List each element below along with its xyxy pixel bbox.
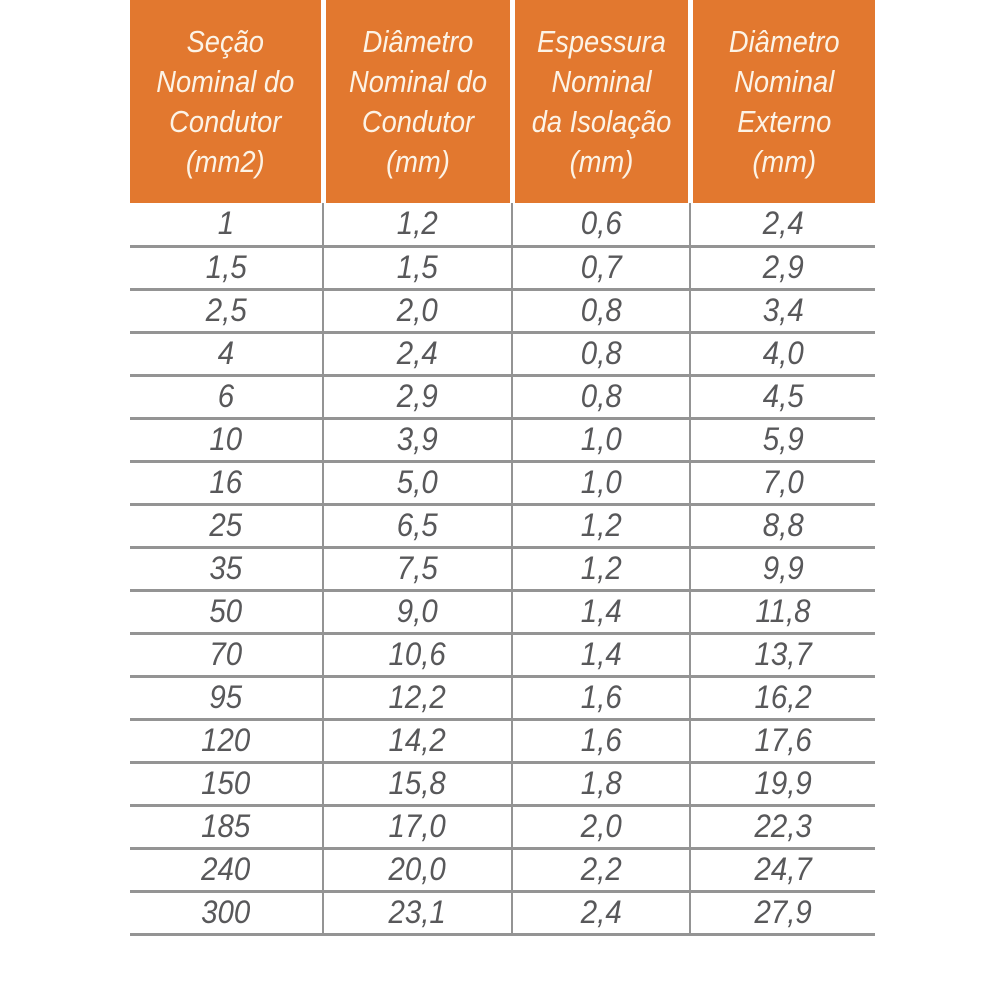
table-cell xyxy=(130,590,323,633)
header-line: Nominal do xyxy=(348,63,487,99)
header-text-block xyxy=(703,22,864,182)
cell-value: 1,5 xyxy=(205,249,247,285)
table-cell xyxy=(130,289,323,332)
table-header xyxy=(130,0,875,203)
table-row xyxy=(130,418,875,461)
table-body xyxy=(130,203,875,934)
table-cell xyxy=(690,633,875,676)
cell-value: 7,0 xyxy=(762,464,804,500)
cell-value: 5,9 xyxy=(762,421,804,457)
cell-value: 1 xyxy=(217,205,235,242)
table-cell xyxy=(690,418,875,461)
table-row xyxy=(130,547,875,590)
table-cell xyxy=(130,246,323,289)
table-cell xyxy=(323,547,512,590)
header-line: da Isolação xyxy=(531,103,671,139)
table-row xyxy=(130,375,875,418)
table-row xyxy=(130,676,875,719)
cell-value: 2,5 xyxy=(205,292,247,328)
table-cell xyxy=(690,203,875,246)
cell-value: 0,6 xyxy=(580,205,622,242)
table-row xyxy=(130,332,875,375)
table-cell xyxy=(130,633,323,676)
header-line: Seção xyxy=(186,23,264,59)
conductor-spec-table xyxy=(130,0,875,936)
cell-value: 10 xyxy=(209,421,243,457)
table-cell xyxy=(690,590,875,633)
table-cell xyxy=(323,633,512,676)
table-cell xyxy=(130,418,323,461)
table-cell xyxy=(690,891,875,934)
table-cell xyxy=(690,848,875,891)
cell-value: 0,8 xyxy=(580,335,622,371)
cell-value: 17,6 xyxy=(754,722,812,758)
cell-value: 5,0 xyxy=(397,464,438,500)
table-cell xyxy=(690,289,875,332)
table-cell xyxy=(130,805,323,848)
table-cell xyxy=(690,762,875,805)
cell-value: 9,0 xyxy=(397,593,438,629)
header-line: Diâmetro xyxy=(728,23,840,59)
cell-value: 14,2 xyxy=(388,722,447,758)
table-cell xyxy=(323,848,512,891)
table-row xyxy=(130,203,875,246)
table-cell xyxy=(323,805,512,848)
header-line: Condutor xyxy=(361,103,474,139)
table-cell xyxy=(323,375,512,418)
table-cell xyxy=(323,676,512,719)
cell-value: 2,2 xyxy=(580,851,622,887)
cell-value: 240 xyxy=(201,851,251,887)
table-cell xyxy=(512,891,690,934)
table-cell xyxy=(512,461,690,504)
table-cell xyxy=(323,461,512,504)
cell-value: 120 xyxy=(201,722,251,758)
cell-value: 1,4 xyxy=(580,636,622,672)
cell-value: 1,5 xyxy=(397,249,438,285)
table-cell xyxy=(323,590,512,633)
header-line: (mm) xyxy=(569,143,633,179)
cell-value: 15,8 xyxy=(388,765,447,801)
table-row xyxy=(130,719,875,762)
table-cell xyxy=(323,418,512,461)
header-text-block xyxy=(525,22,677,182)
header-cell-diametro-nominal-condutor xyxy=(323,0,512,203)
table-cell xyxy=(323,203,512,246)
cell-value: 25 xyxy=(209,507,243,543)
header-line: Nominal xyxy=(550,63,652,99)
table-cell xyxy=(512,805,690,848)
table-cell xyxy=(323,246,512,289)
cell-value: 95 xyxy=(209,679,243,715)
table-cell xyxy=(130,504,323,547)
header-line: Espessura xyxy=(536,23,666,59)
cell-value: 20,0 xyxy=(388,851,447,887)
table-cell xyxy=(512,504,690,547)
cell-value: 2,0 xyxy=(397,292,438,328)
table-cell xyxy=(690,547,875,590)
cell-value: 7,5 xyxy=(397,550,438,586)
header-cell-diametro-nominal-externo xyxy=(690,0,875,203)
cell-value: 1,6 xyxy=(580,722,622,758)
cell-value: 150 xyxy=(201,765,251,801)
table-cell xyxy=(130,676,323,719)
cell-value: 2,4 xyxy=(762,205,804,242)
cell-value: 24,7 xyxy=(754,851,812,887)
table-cell xyxy=(690,719,875,762)
cell-value: 12,2 xyxy=(388,679,447,715)
table-cell xyxy=(323,891,512,934)
cell-value: 2,9 xyxy=(762,249,804,285)
header-text-block xyxy=(337,22,499,182)
table-cell xyxy=(323,332,512,375)
table-cell xyxy=(130,762,323,805)
table-row xyxy=(130,590,875,633)
table-cell xyxy=(130,891,323,934)
table-cell xyxy=(512,633,690,676)
cell-value: 1,0 xyxy=(580,421,622,457)
table-cell xyxy=(512,547,690,590)
table-row xyxy=(130,246,875,289)
table-row xyxy=(130,289,875,332)
table-row xyxy=(130,504,875,547)
table-cell xyxy=(130,332,323,375)
header-line: (mm) xyxy=(751,143,816,179)
cell-value: 27,9 xyxy=(754,894,812,930)
table-cell xyxy=(690,504,875,547)
cell-value: 22,3 xyxy=(754,808,812,844)
table-cell xyxy=(323,762,512,805)
cell-value: 4,0 xyxy=(762,335,804,371)
cell-value: 185 xyxy=(201,808,251,844)
table-cell xyxy=(130,461,323,504)
cell-value: 1,6 xyxy=(580,679,622,715)
cell-value: 0,7 xyxy=(580,249,622,285)
table-cell xyxy=(130,547,323,590)
header-text-block xyxy=(141,22,309,182)
cell-value: 3,9 xyxy=(397,421,438,457)
table-cell xyxy=(690,461,875,504)
table-cell xyxy=(323,504,512,547)
cell-value: 1,2 xyxy=(397,205,438,242)
header-line: (mm) xyxy=(385,143,450,179)
table-cell xyxy=(130,203,323,246)
table-cell xyxy=(130,375,323,418)
cell-value: 2,0 xyxy=(580,808,622,844)
table-cell xyxy=(512,375,690,418)
cell-value: 300 xyxy=(201,894,251,930)
cell-value: 2,4 xyxy=(397,335,438,371)
header-row xyxy=(130,0,875,203)
table-cell xyxy=(512,676,690,719)
header-line: Nominal xyxy=(733,63,834,99)
cell-value: 19,9 xyxy=(754,765,812,801)
table-row xyxy=(130,805,875,848)
header-line: Diâmetro xyxy=(362,23,473,59)
cell-value: 1,4 xyxy=(580,593,622,629)
cell-value: 23,1 xyxy=(388,894,447,930)
table-cell xyxy=(512,332,690,375)
table-cell xyxy=(690,246,875,289)
table-cell xyxy=(512,719,690,762)
table-cell xyxy=(512,848,690,891)
table-cell xyxy=(512,203,690,246)
table-row xyxy=(130,633,875,676)
cell-value: 70 xyxy=(209,636,243,672)
table-cell xyxy=(690,332,875,375)
cell-value: 6 xyxy=(217,378,235,414)
cell-value: 1,0 xyxy=(580,464,622,500)
cell-value: 1,2 xyxy=(580,507,622,543)
cell-value: 50 xyxy=(209,593,243,629)
table-cell xyxy=(690,676,875,719)
table-cell xyxy=(512,762,690,805)
cell-value: 10,6 xyxy=(388,636,447,672)
table-cell xyxy=(323,719,512,762)
table-cell xyxy=(512,418,690,461)
cell-value: 0,8 xyxy=(580,378,622,414)
table-cell xyxy=(512,590,690,633)
cell-value: 17,0 xyxy=(388,808,447,844)
table-cell xyxy=(690,375,875,418)
table-cell xyxy=(690,805,875,848)
cell-value: 4 xyxy=(217,335,235,371)
header-cell-espessura-nominal-isolacao xyxy=(512,0,690,203)
table-row xyxy=(130,461,875,504)
table-cell xyxy=(512,289,690,332)
table-cell xyxy=(130,848,323,891)
conductor-spec-table-wrap xyxy=(130,0,875,936)
table-row xyxy=(130,848,875,891)
header-line: (mm2) xyxy=(185,143,265,179)
header-line: Externo xyxy=(736,103,831,139)
cell-value: 0,8 xyxy=(580,292,622,328)
header-line: Condutor xyxy=(169,103,282,139)
table-cell xyxy=(512,246,690,289)
cell-value: 35 xyxy=(209,550,243,586)
header-cell-secao-nominal-condutor xyxy=(130,0,323,203)
cell-value: 16 xyxy=(209,464,243,500)
cell-value: 16,2 xyxy=(754,679,812,715)
cell-value: 2,9 xyxy=(397,378,438,414)
cell-value: 9,9 xyxy=(762,550,804,586)
cell-value: 4,5 xyxy=(762,378,804,414)
cell-value: 1,2 xyxy=(580,550,622,586)
table-row xyxy=(130,762,875,805)
table-cell xyxy=(323,289,512,332)
cell-value: 2,4 xyxy=(580,894,622,930)
cell-value: 3,4 xyxy=(762,292,804,328)
cell-value: 1,8 xyxy=(580,765,622,801)
table-cell xyxy=(130,719,323,762)
cell-value: 11,8 xyxy=(755,593,811,629)
cell-value: 13,7 xyxy=(754,636,812,672)
cell-value: 8,8 xyxy=(762,507,804,543)
table-row xyxy=(130,891,875,934)
cell-value: 6,5 xyxy=(397,507,438,543)
header-line: Nominal do xyxy=(156,63,295,99)
